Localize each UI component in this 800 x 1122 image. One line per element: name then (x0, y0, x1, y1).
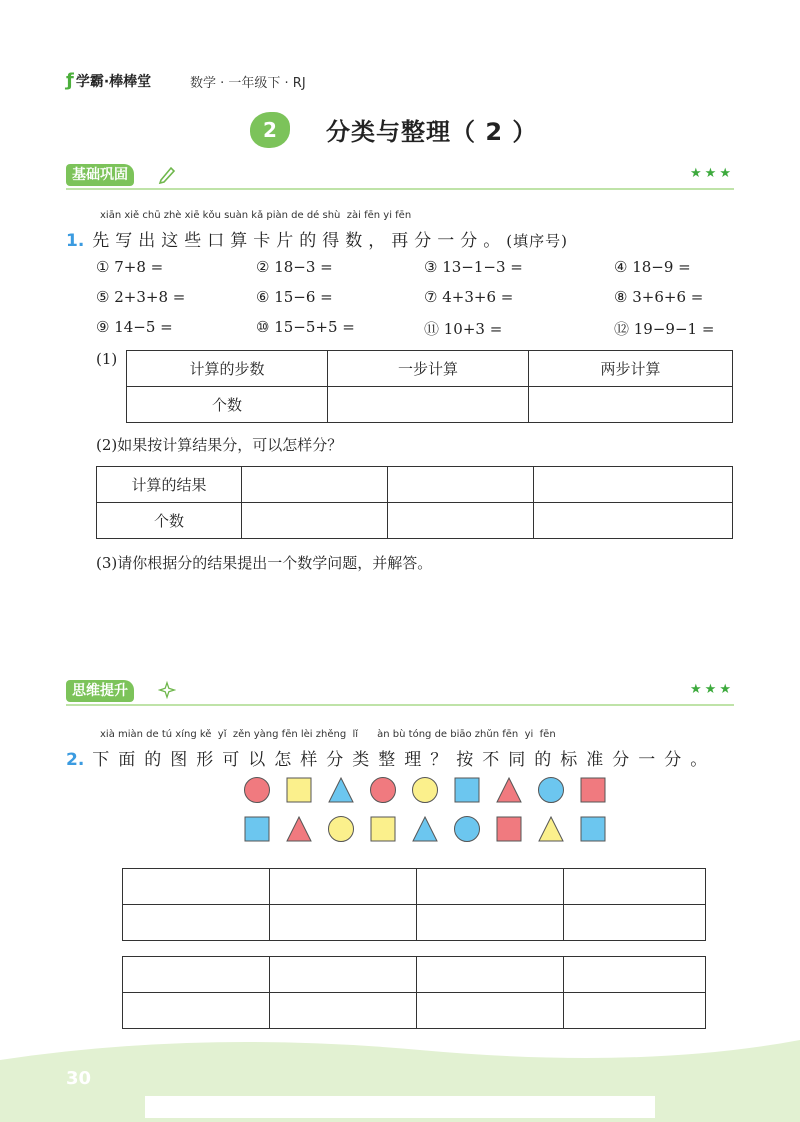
triangle-yellow-shape (537, 815, 565, 843)
answer-cell[interactable] (564, 869, 706, 905)
section-advanced-label: 思维提升 (66, 680, 134, 702)
q2-pinyin: xià miàn de tú xíng kě yǐ zěn yàng fēn lèi zhěng lǐ àn bù tóng de biāo zhǔn fēn yi fēn (100, 729, 556, 740)
q1-number: 1. (66, 231, 85, 251)
table-row-label: 个数 (127, 387, 328, 423)
q1-item: ② 18−3 = (256, 258, 333, 276)
q1-stem (66, 226, 568, 251)
square-blue-shape (453, 776, 481, 804)
sparkle-icon (158, 680, 176, 700)
q1-item: ⑪ 10+3 = (424, 320, 503, 338)
leaf-icon: ƒ (66, 70, 74, 91)
lesson-title: 分类与整理（ 2 ） (326, 118, 538, 146)
answer-cell[interactable] (388, 503, 534, 539)
table-row-label: 计算的结果 (97, 467, 242, 503)
answer-cell[interactable] (417, 869, 564, 905)
square-yellow-shape (285, 776, 313, 804)
triangle-blue-shape (411, 815, 439, 843)
section-advanced-header (66, 680, 734, 702)
sort-table-1 (122, 868, 706, 941)
answer-cell[interactable] (529, 387, 733, 423)
q1-item: ④ 18−9 = (614, 258, 691, 276)
q1-item: ⑩ 15−5+5 = (256, 318, 355, 336)
q1-pinyin: xiān xiě chū zhè xiē kǒu suàn kǎ piàn de dé shù zài fēn yi fēn (100, 210, 412, 221)
answer-cell[interactable] (388, 467, 534, 503)
triangle-red-shape (285, 815, 313, 843)
square-red-shape (495, 815, 523, 843)
q1-item: ③ 13−1−3 = (424, 258, 523, 276)
circle-blue-shape (537, 776, 565, 804)
answer-cell[interactable] (534, 467, 733, 503)
q1-item: ⑥ 15−6 = (256, 288, 333, 306)
answer-cell[interactable] (564, 957, 706, 993)
q1-item: ⑫ 19−9−1 = (614, 320, 715, 338)
square-blue-shape (243, 815, 271, 843)
step-count-table (126, 350, 733, 423)
table-header-cell: 计算的步数 (127, 351, 328, 387)
answer-cell[interactable] (270, 905, 417, 941)
q1-part2: (2)如果按计算结果分，可以怎样分？ (96, 436, 343, 454)
q1-item: ⑤ 2+3+8 = (96, 288, 186, 306)
q1-suffix: (填序号) (506, 232, 569, 250)
answer-area[interactable] (96, 580, 733, 670)
brand-logo (66, 70, 151, 91)
answer-cell[interactable] (123, 957, 270, 993)
circle-red-shape (369, 776, 397, 804)
answer-cell[interactable] (123, 869, 270, 905)
page-number: 30 (66, 1068, 92, 1089)
section-divider (66, 704, 734, 706)
brand-name: 学霸·棒棒堂 (75, 73, 152, 90)
circle-yellow-shape (411, 776, 439, 804)
difficulty-stars: ★★★ (690, 166, 734, 181)
table-header-cell: 一步计算 (328, 351, 529, 387)
square-yellow-shape (369, 815, 397, 843)
difficulty-stars: ★★★ (690, 682, 734, 697)
answer-cell[interactable] (417, 905, 564, 941)
answer-cell[interactable] (242, 503, 388, 539)
q1-item: ① 7+8 = (96, 258, 164, 276)
result-table (96, 466, 733, 539)
q2-number: 2. (66, 750, 85, 770)
table-header-cell: 两步计算 (529, 351, 733, 387)
q1-part1-label: (1) (96, 350, 118, 368)
q1-item: ⑦ 4+3+6 = (424, 288, 514, 306)
series-label: 数学 · 一年级下 · RJ (190, 76, 306, 91)
q1-text: 先写出这些口算卡片的得数，再分一分。 (92, 231, 507, 251)
pencil-icon (158, 164, 176, 184)
triangle-red-shape (495, 776, 523, 804)
triangle-blue-shape (327, 776, 355, 804)
answer-cell[interactable] (123, 905, 270, 941)
answer-cell[interactable] (564, 905, 706, 941)
answer-cell[interactable] (270, 869, 417, 905)
sort-table-2 (122, 956, 706, 1029)
section-basic-header (66, 164, 734, 186)
circle-yellow-shape (327, 815, 355, 843)
q2-text: 下面的图形可以怎样分类整理？按不同的标准分一分。 (92, 750, 717, 770)
q1-item: ⑨ 14−5 = (96, 318, 173, 336)
answer-cell[interactable] (242, 467, 388, 503)
answer-cell[interactable] (328, 387, 529, 423)
lesson-number-badge: 2 (250, 112, 290, 148)
q1-part3: (3)请你根据分的结果提出一个数学问题，并解答。 (96, 554, 433, 572)
answer-cell[interactable] (534, 503, 733, 539)
answer-cell[interactable] (417, 957, 564, 993)
square-blue-shape (579, 815, 607, 843)
footer-blank-bar (145, 1096, 655, 1118)
square-red-shape (579, 776, 607, 804)
circle-blue-shape (453, 815, 481, 843)
table-row-label: 个数 (97, 503, 242, 539)
section-divider (66, 188, 734, 190)
section-basic-label: 基础巩固 (66, 164, 134, 186)
answer-cell[interactable] (270, 957, 417, 993)
q1-item: ⑧ 3+6+6 = (614, 288, 704, 306)
q2-stem (66, 745, 716, 770)
circle-red-shape (243, 776, 271, 804)
